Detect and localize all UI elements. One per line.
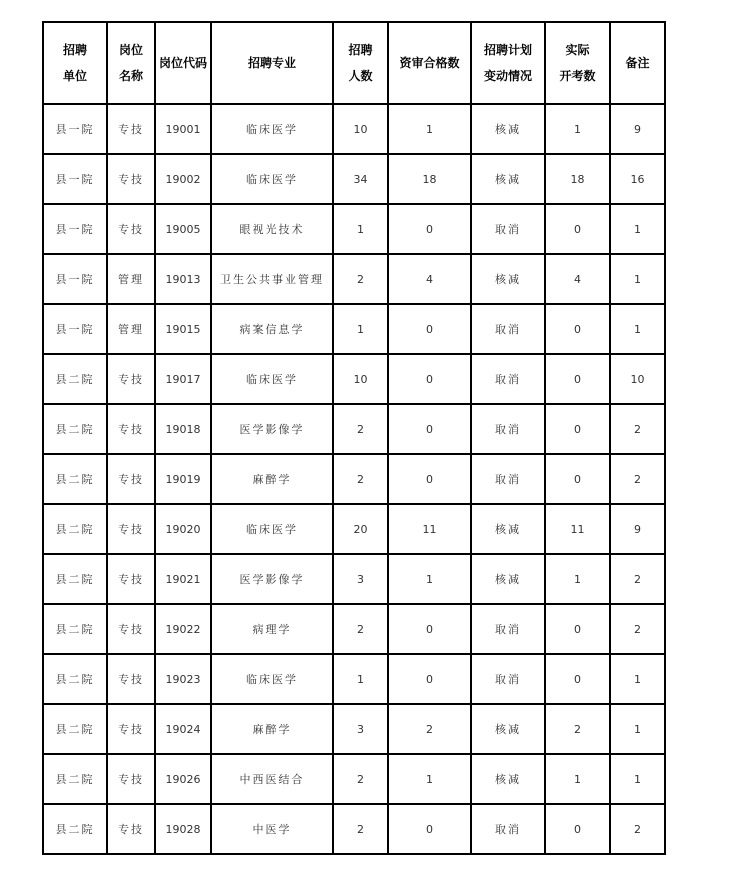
table-row (43, 654, 665, 704)
cell-plan-change: 取消 (471, 654, 545, 704)
cell-code: 19024 (155, 704, 211, 754)
header-quota (333, 22, 388, 104)
cell-major: 麻醉学 (211, 704, 333, 754)
header-row (43, 22, 665, 104)
cell-position: 专技 (107, 754, 155, 804)
cell-unit: 县二院 (43, 754, 107, 804)
cell-plan-change: 取消 (471, 354, 545, 404)
cell-major: 临床医学 (211, 354, 333, 404)
cell-qualified: 0 (388, 454, 471, 504)
header-line: 变动情况 (483, 69, 532, 83)
cell-plan-change: 取消 (471, 604, 545, 654)
cell-actual-exam: 0 (545, 604, 610, 654)
cell-quota: 2 (333, 604, 388, 654)
recruitment-table-container (42, 21, 666, 855)
cell-unit: 县二院 (43, 554, 107, 604)
cell-unit: 县一院 (43, 104, 107, 154)
cell-quota: 20 (333, 504, 388, 554)
cell-quota: 1 (333, 304, 388, 354)
cell-actual-exam: 1 (545, 104, 610, 154)
cell-code: 19005 (155, 204, 211, 254)
table-row (43, 104, 665, 154)
cell-code: 19026 (155, 754, 211, 804)
cell-qualified: 0 (388, 604, 471, 654)
table-row (43, 604, 665, 654)
cell-actual-exam: 2 (545, 704, 610, 754)
cell-unit: 县二院 (43, 704, 107, 754)
cell-actual-exam: 0 (545, 204, 610, 254)
table-row (43, 754, 665, 804)
cell-remarks: 1 (610, 654, 665, 704)
header-remarks (610, 22, 665, 104)
cell-actual-exam: 0 (545, 654, 610, 704)
cell-plan-change: 核减 (471, 154, 545, 204)
cell-actual-exam: 0 (545, 454, 610, 504)
cell-position: 专技 (107, 354, 155, 404)
cell-remarks: 1 (610, 254, 665, 304)
cell-actual-exam: 4 (545, 254, 610, 304)
table-body (43, 104, 665, 854)
cell-position: 专技 (107, 604, 155, 654)
cell-code: 19022 (155, 604, 211, 654)
cell-qualified: 4 (388, 254, 471, 304)
cell-actual-exam: 0 (545, 304, 610, 354)
cell-unit: 县二院 (43, 804, 107, 854)
cell-major: 病案信息学 (211, 304, 333, 354)
table-row (43, 704, 665, 754)
cell-quota: 1 (333, 654, 388, 704)
cell-plan-change: 取消 (471, 304, 545, 354)
cell-quota: 10 (333, 354, 388, 404)
cell-position: 专技 (107, 204, 155, 254)
cell-quota: 3 (333, 704, 388, 754)
cell-plan-change: 核减 (471, 554, 545, 604)
table-row (43, 504, 665, 554)
cell-unit: 县一院 (43, 254, 107, 304)
cell-remarks: 2 (610, 454, 665, 504)
cell-quota: 2 (333, 804, 388, 854)
cell-qualified: 1 (388, 104, 471, 154)
cell-quota: 10 (333, 104, 388, 154)
cell-position: 专技 (107, 104, 155, 154)
cell-qualified: 0 (388, 404, 471, 454)
header-line: 开考数 (559, 69, 596, 83)
header-line: 备注 (625, 56, 650, 70)
header-plan-change (471, 22, 545, 104)
cell-major: 临床医学 (211, 154, 333, 204)
cell-remarks: 1 (610, 304, 665, 354)
cell-remarks: 2 (610, 554, 665, 604)
header-actual-exam (545, 22, 610, 104)
cell-unit: 县二院 (43, 604, 107, 654)
cell-unit: 县二院 (43, 404, 107, 454)
cell-qualified: 0 (388, 304, 471, 354)
header-line: 单位 (62, 69, 87, 83)
cell-qualified: 2 (388, 704, 471, 754)
header-qualified (388, 22, 471, 104)
cell-remarks: 1 (610, 204, 665, 254)
cell-code: 19013 (155, 254, 211, 304)
cell-unit: 县一院 (43, 204, 107, 254)
cell-code: 19020 (155, 504, 211, 554)
cell-actual-exam: 1 (545, 554, 610, 604)
table-row (43, 404, 665, 454)
cell-remarks: 9 (610, 104, 665, 154)
cell-position: 管理 (107, 304, 155, 354)
table-row (43, 354, 665, 404)
cell-quota: 2 (333, 454, 388, 504)
cell-quota: 2 (333, 754, 388, 804)
cell-position: 专技 (107, 704, 155, 754)
cell-actual-exam: 11 (545, 504, 610, 554)
header-line: 资审合格数 (399, 56, 460, 70)
cell-quota: 1 (333, 204, 388, 254)
cell-unit: 县二院 (43, 504, 107, 554)
cell-remarks: 1 (610, 704, 665, 754)
cell-qualified: 0 (388, 804, 471, 854)
header-line: 岗位代码 (158, 56, 207, 70)
header-line: 招聘专业 (247, 56, 296, 70)
header-line: 岗位 (118, 43, 143, 57)
cell-position: 专技 (107, 504, 155, 554)
header-line: 人数 (348, 69, 373, 83)
cell-code: 19028 (155, 804, 211, 854)
cell-code: 19019 (155, 454, 211, 504)
cell-unit: 县二院 (43, 454, 107, 504)
cell-major: 病理学 (211, 604, 333, 654)
cell-major: 医学影像学 (211, 554, 333, 604)
cell-code: 19023 (155, 654, 211, 704)
cell-actual-exam: 18 (545, 154, 610, 204)
cell-major: 麻醉学 (211, 454, 333, 504)
cell-position: 专技 (107, 454, 155, 504)
table-header (43, 22, 665, 104)
header-line: 招聘计划 (483, 43, 532, 57)
cell-actual-exam: 1 (545, 754, 610, 804)
cell-qualified: 11 (388, 504, 471, 554)
cell-unit: 县一院 (43, 304, 107, 354)
table-row (43, 454, 665, 504)
cell-qualified: 0 (388, 204, 471, 254)
cell-code: 19018 (155, 404, 211, 454)
cell-position: 专技 (107, 654, 155, 704)
table-row (43, 254, 665, 304)
cell-code: 19017 (155, 354, 211, 404)
cell-qualified: 0 (388, 654, 471, 704)
cell-major: 临床医学 (211, 504, 333, 554)
table-row (43, 304, 665, 354)
cell-actual-exam: 0 (545, 804, 610, 854)
cell-major: 临床医学 (211, 104, 333, 154)
cell-remarks: 2 (610, 404, 665, 454)
cell-unit: 县二院 (43, 654, 107, 704)
header-line: 名称 (118, 69, 143, 83)
cell-position: 专技 (107, 554, 155, 604)
cell-remarks: 2 (610, 804, 665, 854)
cell-major: 卫生公共事业管理 (211, 254, 333, 304)
cell-position: 管理 (107, 254, 155, 304)
cell-major: 中西医结合 (211, 754, 333, 804)
cell-position: 专技 (107, 404, 155, 454)
cell-qualified: 1 (388, 754, 471, 804)
cell-qualified: 0 (388, 354, 471, 404)
cell-actual-exam: 0 (545, 404, 610, 454)
table-row (43, 204, 665, 254)
cell-position: 专技 (107, 804, 155, 854)
cell-remarks: 1 (610, 754, 665, 804)
cell-plan-change: 核减 (471, 754, 545, 804)
header-line: 招聘 (62, 43, 87, 57)
cell-remarks: 2 (610, 604, 665, 654)
cell-position: 专技 (107, 154, 155, 204)
table-row (43, 554, 665, 604)
cell-code: 19002 (155, 154, 211, 204)
cell-unit: 县一院 (43, 154, 107, 204)
cell-plan-change: 核减 (471, 254, 545, 304)
cell-plan-change: 取消 (471, 804, 545, 854)
cell-plan-change: 取消 (471, 404, 545, 454)
header-major (211, 22, 333, 104)
cell-quota: 2 (333, 254, 388, 304)
cell-quota: 2 (333, 404, 388, 454)
cell-unit: 县二院 (43, 354, 107, 404)
cell-quota: 34 (333, 154, 388, 204)
cell-plan-change: 核减 (471, 704, 545, 754)
cell-qualified: 18 (388, 154, 471, 204)
cell-remarks: 9 (610, 504, 665, 554)
cell-actual-exam: 0 (545, 354, 610, 404)
cell-major: 眼视光技术 (211, 204, 333, 254)
cell-plan-change: 核减 (471, 104, 545, 154)
cell-code: 19001 (155, 104, 211, 154)
header-unit (43, 22, 107, 104)
header-code (155, 22, 211, 104)
header-position (107, 22, 155, 104)
cell-qualified: 1 (388, 554, 471, 604)
header-line: 实际 (565, 43, 590, 57)
cell-major: 中医学 (211, 804, 333, 854)
cell-code: 19015 (155, 304, 211, 354)
cell-plan-change: 核减 (471, 504, 545, 554)
table-row (43, 804, 665, 854)
table-row (43, 154, 665, 204)
cell-remarks: 16 (610, 154, 665, 204)
cell-major: 临床医学 (211, 654, 333, 704)
cell-quota: 3 (333, 554, 388, 604)
cell-remarks: 10 (610, 354, 665, 404)
cell-code: 19021 (155, 554, 211, 604)
cell-plan-change: 取消 (471, 204, 545, 254)
recruitment-table (42, 21, 666, 855)
header-line: 招聘 (348, 43, 373, 57)
cell-major: 医学影像学 (211, 404, 333, 454)
cell-plan-change: 取消 (471, 454, 545, 504)
